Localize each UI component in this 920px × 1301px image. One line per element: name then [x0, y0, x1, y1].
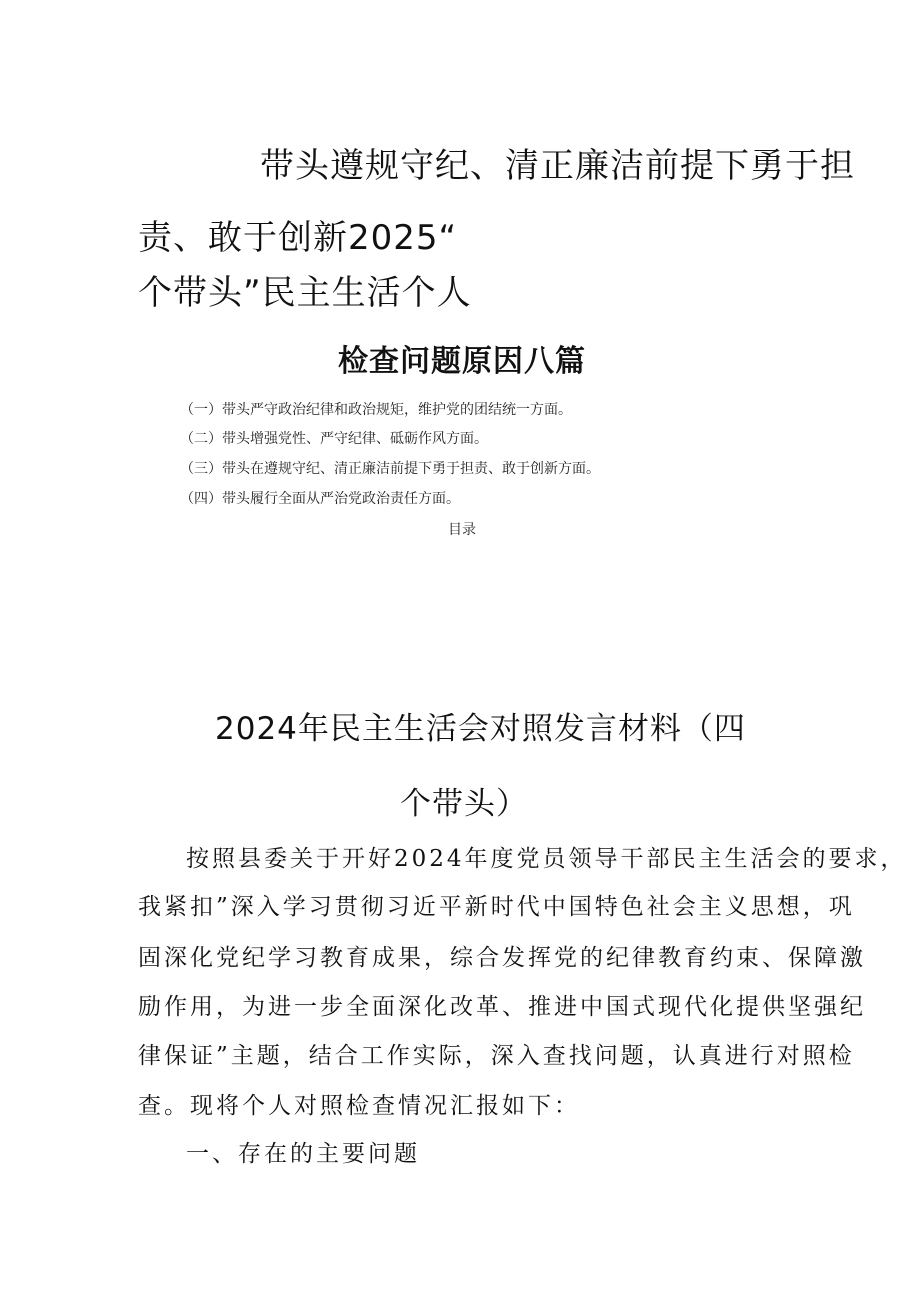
paragraph-line-3: 固深化党纪学习教育成果，综合发挥党的纪律教育约束、保障激 — [138, 945, 866, 971]
article-heading-line-2: 个带头） — [400, 786, 528, 822]
toc-item-3: （三）带头在遵规守纪、清正廉洁前提下勇于担责、敢于创新方面。 — [180, 461, 600, 477]
cover-subtitle: 检查问题原因八篇 — [338, 344, 586, 379]
paragraph-line-4: 励作用，为进一步全面深化改革、推进中国式现代化提供坚强纪 — [138, 994, 866, 1020]
paragraph-line-6: 查。现将个人对照检查情况汇报如下： — [138, 1093, 580, 1119]
paragraph-line-2: 我紧扣”深入学习贯彻习近平新时代中国特色社会主义思想，巩 — [138, 894, 855, 920]
paragraph-line-1: 按照县委关于开好2024年度党员领导干部民主生活会的要求， — [186, 846, 907, 872]
paragraph-line-5: 律保证”主题，结合工作实际，深入查找问题，认真进行对照检 — [138, 1043, 855, 1069]
section-heading: 一、存在的主要问题 — [186, 1141, 420, 1167]
cover-title-line-2: 责、敢于创新2025“ — [138, 218, 458, 258]
toc-label: 目录 — [448, 522, 476, 538]
cover-title-line-1: 带头遵规守纪、清正廉洁前提下勇于担 — [260, 146, 855, 186]
toc-item-2: （二）带头增强党性、严守纪律、砥砺作风方面。 — [180, 431, 488, 447]
cover-title-line-3: 个带头”民主生活个人 — [138, 273, 472, 313]
toc-item-4: （四）带头履行全面从严治党政治责任方面。 — [180, 491, 460, 507]
article-heading-line-1: 2024年民主生活会对照发言材料（四 — [215, 711, 746, 747]
toc-item-1: （一）带头严守政治纪律和政治规矩，维护党的团结统一方面。 — [180, 402, 572, 418]
